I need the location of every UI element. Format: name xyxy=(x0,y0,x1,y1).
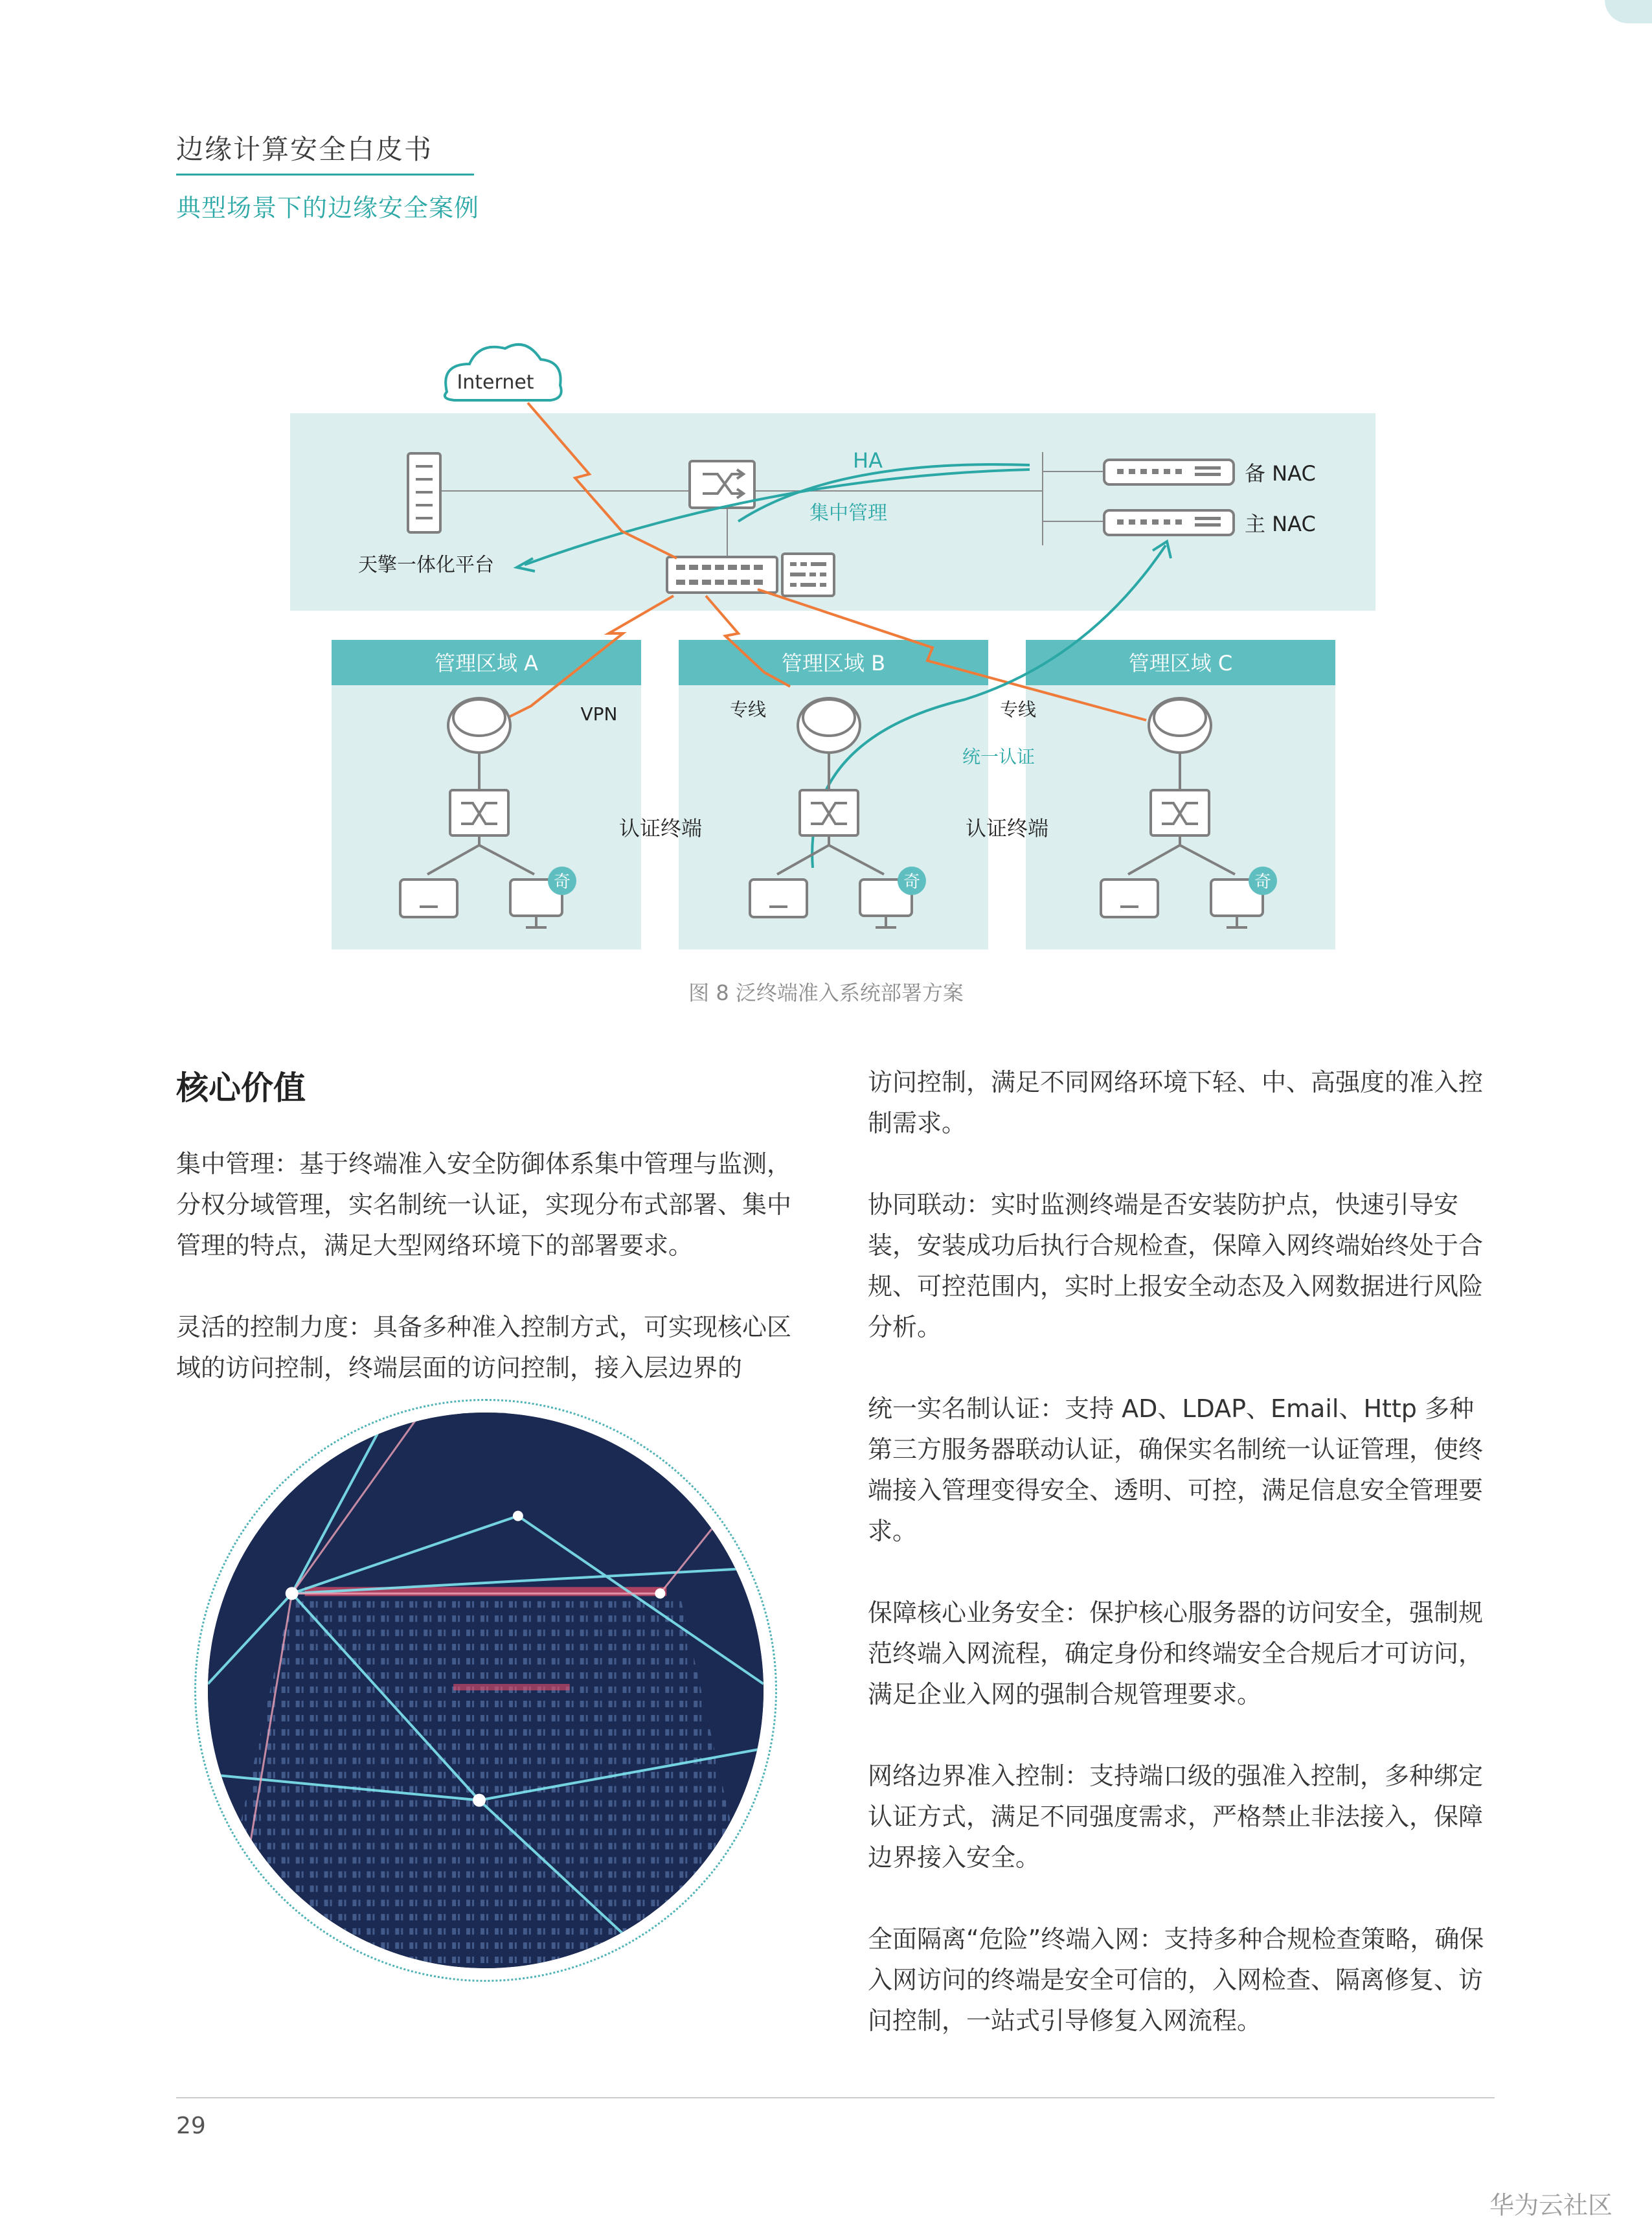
paragraph-unified-auth: 统一实名制认证：支持 AD、LDAP、Email、Http 多种第三方服务器联动认证，确保实名制统一认证管理，使终端接入管理变得安全、透明、可控，满足信息安全管理要求。 xyxy=(868,1394,1484,1545)
desktop-icon xyxy=(750,880,807,917)
section-heading: 核心价值 xyxy=(176,1069,306,1107)
zone-a-label: 管理区域 A xyxy=(434,651,539,676)
desktop-icon xyxy=(400,880,457,917)
aggregation-switch-icon xyxy=(667,557,777,593)
central-mgmt-label: 集中管理 xyxy=(809,502,887,525)
doc-subtitle: 典型场景下的边缘安全案例 xyxy=(176,194,480,222)
zone-c-label: 管理区域 C xyxy=(1128,651,1233,676)
svg-text:奇: 奇 xyxy=(903,872,921,892)
internet-cloud-icon xyxy=(445,345,561,400)
left-column xyxy=(176,1144,798,1429)
page-number: 29 xyxy=(176,2113,206,2139)
router-icon xyxy=(448,698,510,753)
network-photo-image xyxy=(208,1413,764,1968)
leased-line-b-label: 专线 xyxy=(729,699,767,720)
client-badge-a xyxy=(548,867,576,895)
paragraph-flexible-control: 灵活的控制力度：具备多种准入控制方式，可实现核心区域的访问控制，终端层面的访问控制，接入层边界的 xyxy=(176,1313,792,1382)
paragraph-isolation: 全面隔离“危险”终端入网：支持多种合规检查策略，确保入网访问的终端是安全可信的，入网检查、隔离修复、访问控制，一站式引导修复入网流程。 xyxy=(868,1925,1484,2035)
desktop-icon xyxy=(1101,880,1158,917)
deployment-diagram xyxy=(285,324,1386,978)
router-icon xyxy=(1149,698,1211,753)
svg-text:奇: 奇 xyxy=(1254,872,1272,892)
vpn-label: VPN xyxy=(580,703,618,725)
platform-label: 天擎一体化平台 xyxy=(358,554,494,576)
header-rule xyxy=(176,174,474,176)
paragraph-boundary-control: 网络边界准入控制：支持端口级的强准入控制，多种绑定认证方式，满足不同强度需求，严格禁止非法接入，保障边界接入安全。 xyxy=(868,1762,1484,1872)
unified-auth-label: 统一认证 xyxy=(962,746,1035,767)
client-badge-c xyxy=(1249,867,1277,895)
footer-rule xyxy=(176,2097,1495,2098)
core-switch-icon xyxy=(690,461,754,508)
auth-terminal-label-2: 认证终端 xyxy=(965,816,1049,841)
switch-icon xyxy=(1151,790,1209,835)
leased-line-c-label: 专线 xyxy=(999,699,1037,720)
watermark: 华为云社区 xyxy=(1489,2191,1613,2220)
primary-nac-icon xyxy=(1104,510,1234,535)
router-icon xyxy=(798,698,860,753)
backup-nac-icon xyxy=(1104,460,1234,484)
primary-nac-label: 主 NAC xyxy=(1245,512,1316,536)
auth-terminal-label-1: 认证终端 xyxy=(618,816,703,841)
firewall-icon xyxy=(782,554,834,596)
client-badge-b xyxy=(898,867,926,895)
switch-icon xyxy=(450,790,508,835)
corner-tab xyxy=(1605,0,1652,23)
paragraph-collaboration: 协同联动：实时监测终端是否安装防护点，快速引导安装，安装成功后执行合规检查，保障入网终端始终处于合规、可控范围内，实时上报安全动态及入网数据进行风险分析。 xyxy=(868,1190,1484,1341)
right-column xyxy=(868,1062,1489,2082)
doc-title: 边缘计算安全白皮书 xyxy=(176,133,433,165)
internet-label: Internet xyxy=(457,371,534,394)
paragraph-central-mgmt: 集中管理：基于终端准入安全防御体系集中管理与监测，分权分域管理，实名制统一认证，实现分布式部署、集中管理的特点，满足大型网络环境下的部署要求。 xyxy=(176,1150,792,1260)
paragraph-core-security: 保障核心业务安全：保护核心服务器的访问安全，强制规范终端入网流程，确定身份和终端安全合规后才可访问，满足企业入网的强制合规管理要求。 xyxy=(868,1598,1484,1709)
ha-label: HA xyxy=(853,448,883,473)
zone-b-label: 管理区域 B xyxy=(781,651,886,676)
server-icon xyxy=(408,453,440,532)
backup-nac-label: 备 NAC xyxy=(1245,461,1316,486)
figure-caption: 图 8 泛终端准入系统部署方案 xyxy=(688,981,964,1005)
switch-icon xyxy=(800,790,858,835)
paragraph-access-control: 访问控制，满足不同网络环境下轻、中、高强度的准入控制需求。 xyxy=(868,1068,1484,1137)
svg-text:奇: 奇 xyxy=(553,872,571,892)
network-photo xyxy=(194,1399,777,1982)
